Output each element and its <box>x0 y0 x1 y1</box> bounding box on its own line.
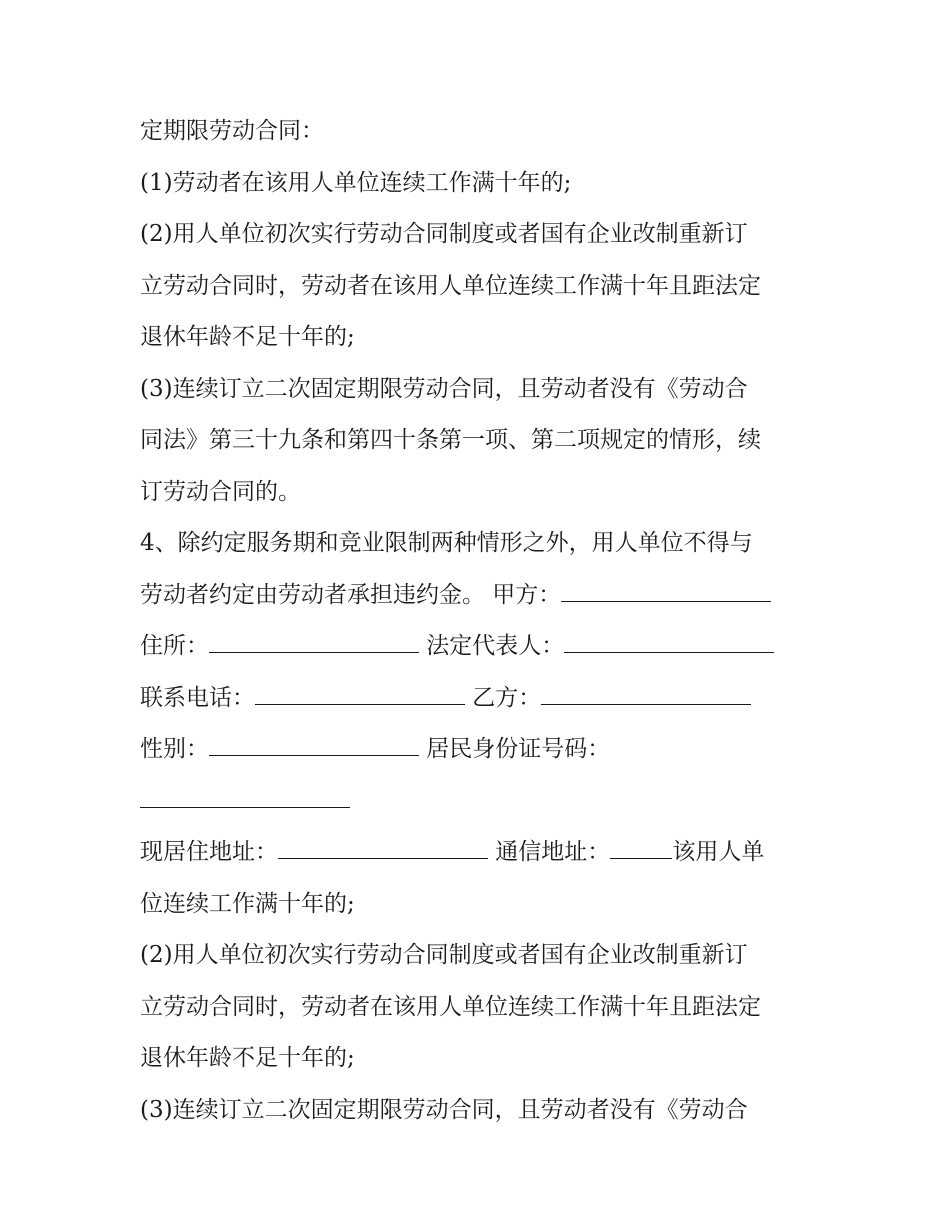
party-a-line <box>140 570 840 622</box>
text-line: 同法》第三十九条和第四十条第一项、第二项规定的情形，续 <box>140 427 761 453</box>
party-b-label: 乙方： <box>465 684 542 711</box>
party-a-label: 劳动者约定由劳动者承担违约金。 甲方： <box>140 581 562 608</box>
phone-party-b-line <box>140 673 840 725</box>
id-number-blank <box>140 789 350 808</box>
text-line: 定期限劳动合同： <box>140 118 324 144</box>
mailing-blank <box>610 840 672 859</box>
text-line: (2)用人单位初次实行劳动合同制度或者国有企业改制重新订 <box>140 942 748 968</box>
address-label: 住所： <box>140 633 209 659</box>
text-fragment: 该用人单 <box>672 839 765 865</box>
text-line: 立劳动合同时，劳动者在该用人单位连续工作满十年且距法定 <box>140 272 761 299</box>
legal-rep-label: 法定代表人： <box>419 633 565 659</box>
legal-rep-blank <box>564 634 774 653</box>
text-line: (3)连续订立二次固定期限劳动合同，且劳动者没有《劳动合 <box>140 1096 748 1123</box>
id-number-label: 居民身份证号码： <box>419 736 611 762</box>
text-line: (1)劳动者在该用人单位连续工作满十年的; <box>140 169 572 196</box>
phone-blank <box>255 686 465 705</box>
gender-label: 性别： <box>140 736 209 762</box>
text-line: 退休年龄不足十年的; <box>140 324 355 350</box>
party-b-blank <box>541 686 751 705</box>
text-line: (3)连续订立二次固定期限劳动合同，且劳动者没有《劳动合 <box>140 375 748 402</box>
address-blank <box>209 634 419 653</box>
address-rep-line <box>140 621 840 673</box>
text-line: 4、除约定服务期和竞业限制两种情形之外，用人单位不得与 <box>140 530 753 556</box>
gender-blank <box>209 737 419 756</box>
text-line: 位连续工作满十年的; <box>140 890 355 917</box>
residence-line <box>140 827 840 879</box>
phone-label: 联系电话： <box>140 684 255 711</box>
mailing-label: 通信地址： <box>488 839 611 865</box>
text-line: (2)用人单位初次实行劳动合同制度或者国有企业改制重新订 <box>140 221 748 247</box>
text-line: 订劳动合同的。 <box>140 478 301 505</box>
residence-label: 现居住地址： <box>140 839 278 865</box>
text-line: 立劳动合同时，劳动者在该用人单位连续工作满十年且距法定 <box>140 993 761 1020</box>
document-body <box>140 106 840 1136</box>
gender-id-line <box>140 724 840 776</box>
residence-blank <box>278 840 488 859</box>
id-number-line <box>140 776 840 828</box>
text-line: 退休年龄不足十年的; <box>140 1045 355 1071</box>
party-a-blank <box>561 583 771 602</box>
